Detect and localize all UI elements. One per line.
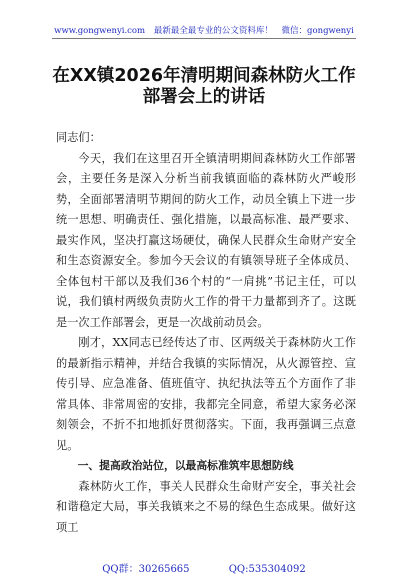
paragraph: 今天，我们在这里召开全镇清明期间森林防火工作部署会，主要任务是深入分析当前我镇面临的森林防火严峻形势，全面部署清明节期间的防火工作，动员全镇上下进一步统一思想、明确责任、强化措施，以最高标准、最严要求、最实作风，坚决打赢这场硬仗，确保人民群众生命财产安全和生态资源安全。参加今天会议的有镇领导班子全体成员、全体包村干部以及我们36个村的“一肩挑”书记主任，可以说，我们镇村两级负责防火工作的骨干力量都到齐了。这既是一次工作部署会，更是一次战前动员会。	[56, 151, 356, 329]
page-header	[0, 24, 408, 36]
title-line-1: 在XX镇2026年清明期间森林防火工作	[52, 66, 356, 86]
header-wechat: 微信：gongwenyi	[281, 26, 354, 36]
header-site-link[interactable]: www.gongwenyi.com	[54, 26, 146, 36]
page-footer	[0, 560, 408, 575]
header-tagline: 最新最全最专业的公文资料库！	[153, 26, 273, 36]
document-body	[56, 128, 356, 538]
paragraph: 刚才，XX同志已经传达了市、区两级关于森林防火工作的最新指示精神，并结合我镇的实际情况，从火源管控、宣传引导、应急准备、值班值守、执纪执法等五个方面作了非常具体、非常周密的安排，我都完全同意，希望大家务必深刻领会，不折不扣地抓好贯彻落实。下面，我再强调三点意见。	[56, 336, 356, 452]
header-divider	[52, 38, 356, 39]
footer-qq: QQ:535304092	[228, 564, 306, 575]
section-heading: 一、提高政治站位，以最高标准筑牢思想防线	[77, 459, 294, 472]
title-line-2: 部署会上的讲话	[142, 87, 266, 107]
salutation: 同志们：	[56, 131, 101, 144]
footer-qq-group: QQ群：30265665	[102, 564, 190, 575]
paragraph: 森林防火工作，事关人民群众生命财产安全，事关社会和谐稳定大局，事关我镇来之不易的绿色生态成果。做好这项工	[56, 479, 356, 534]
document-title	[0, 66, 408, 108]
